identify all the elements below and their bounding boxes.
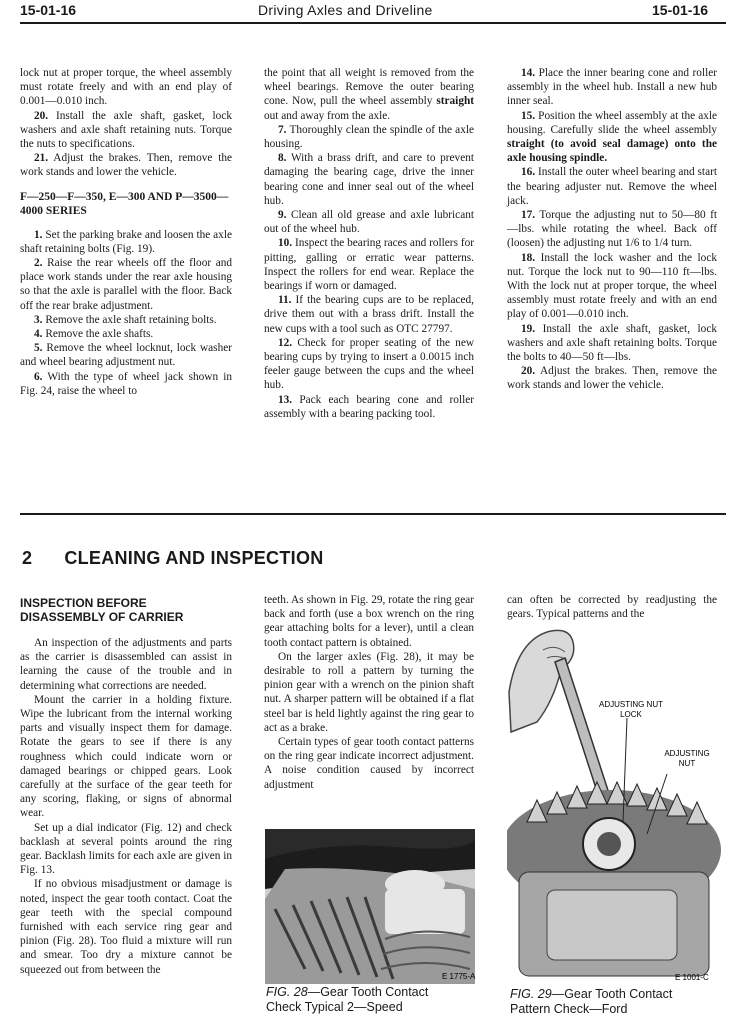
continued-paragraph: lock nut at proper torque, the wheel assembly must rotate freely and with an end play of 0.001—0.010 inch. bbox=[20, 67, 232, 108]
figure-29-photo bbox=[507, 622, 723, 984]
column-1 bbox=[20, 66, 232, 398]
page-number-right: 15-01-16 bbox=[652, 2, 709, 18]
caption-text: Check Typical 2—Speed bbox=[266, 1000, 403, 1014]
caption-text: —Gear Tooth Contact bbox=[551, 987, 673, 1001]
figure-code: E 1001-C bbox=[675, 973, 709, 982]
step-text: Remove the wheel locknut, lock washer and wheel bearing adjustment nut. bbox=[20, 342, 232, 369]
step-number: 20. bbox=[521, 365, 536, 378]
step-number: 16. bbox=[521, 166, 536, 179]
caption-text: —Gear Tooth Contact bbox=[307, 985, 429, 999]
step-text: Install the outer wheel bearing and start the bearing adjuster nut. Remove the wheel jack. bbox=[507, 166, 717, 207]
figure-28-caption bbox=[266, 985, 481, 1015]
step-number: 2. bbox=[34, 257, 43, 270]
continued-paragraph bbox=[264, 66, 474, 123]
step-8 bbox=[264, 151, 474, 208]
callout-adjusting-nut-lock: ADJUSTING NUT bbox=[599, 700, 663, 709]
step-3 bbox=[20, 313, 232, 327]
section-rule bbox=[20, 513, 726, 515]
step-text: Thoroughly clean the spindle of the axle housing. bbox=[264, 123, 474, 151]
paragraph: An inspection of the adjustments and parts as the carrier is disassembled can assist in learning the cause of the trouble and in determining what corrections are needed. bbox=[20, 637, 232, 692]
wrench-on-gear-illustration bbox=[507, 622, 723, 984]
figure-label: FIG. 28 bbox=[266, 985, 308, 999]
step-10 bbox=[264, 236, 474, 293]
step-text: If the bearing cups are to be replaced, drive them out with a brass drift. Install the new cups with a tool such as OTC 27797. bbox=[264, 294, 475, 335]
step-18 bbox=[507, 251, 717, 322]
step-text: With a brass drift, and care to prevent damaging the bearing cage, drive the inner bearing cone and inner seal out of the wheel hub. bbox=[264, 152, 475, 207]
section-title: CLEANING AND INSPECTION bbox=[64, 548, 324, 568]
step-number: 7. bbox=[278, 123, 287, 136]
gear-photo-illustration bbox=[265, 829, 475, 984]
series-heading: F—250—F—350, E—300 AND P—3500—4000 SERIES bbox=[20, 190, 229, 217]
step-number: 13. bbox=[278, 393, 293, 406]
callout-adjusting-nut: NUT bbox=[678, 759, 696, 768]
paragraph: Mount the carrier in a holding fixture. Wipe the lubricant from the internal working parts and visually inspect them for damage. Rotate the gears to see if there is any roughness which could indicate worn or damaged bearings or chipped gears. Look carefully at the surface of the gear teeth for any scoring, flaking, or signs of abnormal wear. bbox=[20, 693, 232, 820]
step-5 bbox=[20, 341, 232, 369]
step-number: 15. bbox=[521, 109, 536, 122]
step-number: 1. bbox=[34, 228, 43, 241]
step-text: Adjust the brakes. Then, remove the work stands and lower the vehicle. bbox=[20, 152, 232, 179]
heading-line: INSPECTION BEFORE bbox=[20, 596, 147, 610]
paragraph: On the larger axles (Fig. 28), it may be desirable to roll a pattern by turning the pinion gear with a wrench on the pinion shaft nut. A sharper pattern will be obtained if a flat steel bar is held lightly against the ring gear to act as a brake. bbox=[264, 650, 474, 734]
bottom-column-1 bbox=[20, 596, 232, 977]
step-number: 12. bbox=[278, 336, 293, 349]
paragraph: If no obvious misadjustment or damage is noted, inspect the gear tooth contact. Coat the gear teeth with the special compound furnished with each service ring gear and pinion (Fig. 28). Too fluid a mixture will run and smear. Too dry a mixture cannot be squeezed out from between the bbox=[20, 878, 232, 976]
step-text: Position the wheel assembly at the axle housing. Carefully slide the wheel assembly bbox=[507, 109, 718, 136]
step-text: Pack each bearing cone and roller assembly with a bearing packing tool. bbox=[264, 393, 475, 420]
callout-adjusting-nut: ADJUSTING bbox=[664, 749, 710, 758]
step-16 bbox=[507, 165, 717, 208]
paragraph: can often be corrected by readjusting the gears. Typical patterns and the bbox=[507, 594, 717, 621]
step-number: 19. bbox=[521, 322, 536, 335]
figure-label: FIG. 29 bbox=[510, 987, 552, 1001]
subsection-heading bbox=[20, 596, 232, 624]
step-17 bbox=[507, 208, 717, 251]
step-9 bbox=[264, 208, 474, 236]
caption-text: Pattern Check—Ford bbox=[510, 1002, 628, 1016]
text-run: the point that all weight is removed from the wheel bearings. Remove the outer bearing cone. Now, pull the wheel assembly bbox=[264, 67, 474, 108]
step-text: Install the axle shaft, gasket, lock washers and axle shaft retaining nuts. Torque the nuts to specifications. bbox=[20, 109, 232, 151]
step-1 bbox=[20, 228, 232, 256]
step-21 bbox=[20, 151, 232, 179]
bottom-column-2 bbox=[264, 593, 474, 792]
step-20 bbox=[507, 364, 717, 392]
step-number: 11. bbox=[278, 294, 292, 307]
step-6 bbox=[20, 370, 232, 398]
step-text: Clean all old grease and axle lubricant out of the wheel hub. bbox=[264, 209, 475, 236]
step-number: 9. bbox=[278, 209, 287, 222]
step-4 bbox=[20, 327, 232, 341]
step-text: Adjust the brakes. Then, remove the work stands and lower the vehicle. bbox=[507, 365, 717, 392]
step-11 bbox=[264, 293, 474, 336]
step-text: Remove the axle shaft retaining bolts. bbox=[45, 313, 217, 326]
step-text: Install the axle shaft, gasket, lock washers and axle shaft retaining bolts. Torque the bolts to 40—50 ft—lbs. bbox=[507, 322, 717, 364]
page-number-left: 15-01-16 bbox=[20, 2, 77, 18]
figure-code: E 1775-A bbox=[442, 972, 475, 981]
step-number: 8. bbox=[278, 152, 287, 165]
step-number: 10. bbox=[278, 237, 293, 250]
step-2 bbox=[20, 256, 232, 313]
step-number: 4. bbox=[34, 328, 43, 341]
step-number: 5. bbox=[34, 342, 43, 355]
section-heading bbox=[22, 548, 324, 569]
text-run: out and away from the axle. bbox=[264, 109, 391, 122]
callout-adjusting-nut-lock: LOCK bbox=[620, 710, 642, 719]
step-number: 14. bbox=[521, 67, 536, 79]
step-12 bbox=[264, 336, 474, 393]
figure-28-photo bbox=[265, 829, 475, 984]
step-number: 20. bbox=[34, 109, 49, 122]
step-text: Raise the rear wheels off the floor and place work stands under the rear axle housing so that the axle is parallel with the floor. Back off the rear brake adjustment. bbox=[20, 257, 232, 312]
step-text: Inspect the bearing races and rollers for pitting, galling or erratic wear patterns. Inspect the rollers for end wear. Replace the bearings if worn or damaged. bbox=[264, 237, 475, 293]
emphasis: straight (to avoid seal damage) onto the axle housing spindle. bbox=[507, 138, 717, 165]
step-text: Remove the axle shafts. bbox=[45, 328, 154, 341]
step-text: With the type of wheel jack shown in Fig. 24, raise the wheel to bbox=[20, 370, 232, 397]
section-number: 2 bbox=[22, 548, 33, 568]
step-number: 21. bbox=[34, 152, 49, 165]
header-rule bbox=[20, 22, 726, 24]
figure-29-caption bbox=[510, 987, 725, 1017]
step-15 bbox=[507, 109, 717, 166]
step-text: Install the lock washer and the lock nut. Torque the lock nut to 90—110 ft—lbs. With the lock nut at proper torque, the wheel assembly must rotate freely and with an end play of 0.001—0.010 inch. bbox=[507, 251, 717, 321]
step-text: Torque the adjusting nut to 50—80 ft—lbs. while rotating the wheel. Back off (loosen) the adjusting nut 1/6 to 1/4 turn. bbox=[507, 209, 718, 250]
column-3 bbox=[507, 66, 717, 393]
step-20 bbox=[20, 109, 232, 152]
step-number: 18. bbox=[521, 251, 536, 264]
step-text: Place the inner bearing cone and roller assembly in the wheel hub. Install a new hub inner seal. bbox=[507, 67, 717, 108]
emphasis: straight bbox=[436, 95, 475, 108]
step-13 bbox=[264, 393, 474, 421]
step-19 bbox=[507, 322, 717, 365]
step-number: 3. bbox=[34, 313, 43, 326]
step-text: Check for proper seating of the new bearing cups by trying to insert a 0.0015 inch feeler gauge between the cups and the wheel hub. bbox=[264, 336, 475, 392]
paragraph: Certain types of gear tooth contact patterns on the ring gear indicate incorrect adjustment. A noise condition caused by incorrect adjustment bbox=[264, 736, 474, 791]
heading-line: DISASSEMBLY OF CARRIER bbox=[20, 610, 184, 624]
running-header-title: Driving Axles and Driveline bbox=[258, 2, 433, 18]
step-7 bbox=[264, 123, 474, 151]
step-number: 17. bbox=[521, 209, 536, 222]
paragraph: teeth. As shown in Fig. 29, rotate the ring gear back and forth (use a box wrench on the ring gear attaching bolts for a lever), until a clean tooth contact pattern is obtained. bbox=[264, 594, 474, 649]
column-2 bbox=[264, 66, 474, 421]
step-14 bbox=[507, 66, 717, 109]
step-number: 6. bbox=[34, 370, 43, 383]
bottom-column-3 bbox=[507, 593, 717, 621]
step-text: Set the parking brake and loosen the axle shaft retaining bolts (Fig. 19). bbox=[20, 228, 232, 255]
paragraph: Set up a dial indicator (Fig. 12) and check backlash at several points around the ring gear. Backlash limits for each axle are given in Fig. 13. bbox=[20, 821, 232, 877]
